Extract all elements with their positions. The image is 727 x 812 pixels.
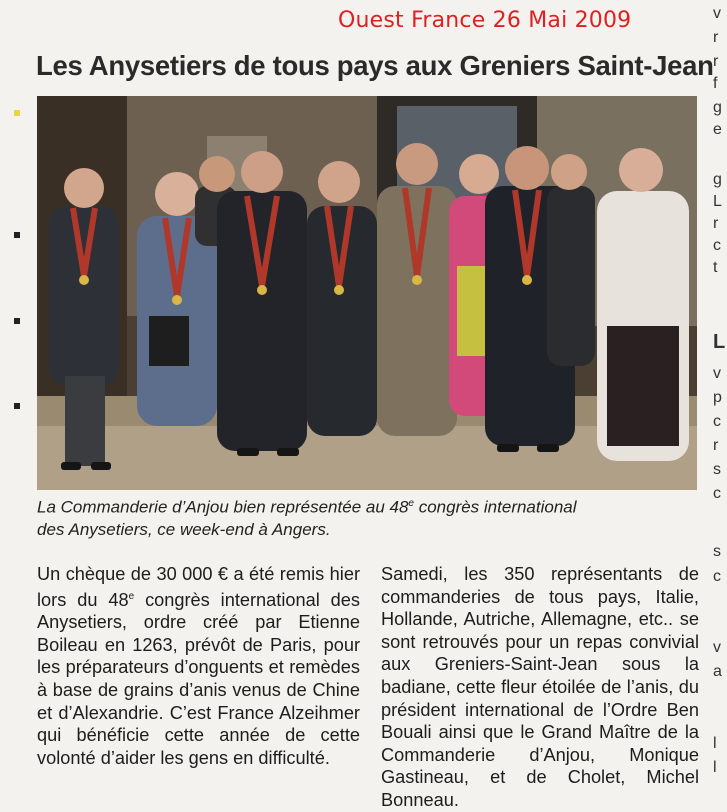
article-headline: Les Anysetiers de tous pays aux Greniers Saint-Jean — [36, 50, 714, 81]
fragment: v — [713, 639, 721, 656]
paragraph-cheque: Un chèque de 30 000 € a été remis hier lors du 48e congrès international des Anysetiers, ordre créé par Etienne Boileau en 1263, prévôt de Paris, pour les préparateurs d’onguents et remèdes à base de grains d’anis venus de Chine et d’Alexandrie. C’est France Alzeihmer qui bénéficie cette année de cette volonté d’aider les gens en difficulté. — [37, 564, 361, 768]
article-body-right — [381, 563, 699, 812]
fragment: s — [713, 543, 721, 560]
group-photo-illustration — [37, 96, 697, 490]
margin-marker — [14, 110, 20, 116]
fragment: r — [713, 29, 719, 46]
fragment: L — [713, 193, 722, 210]
fragment: a — [713, 663, 722, 680]
fragment: r — [713, 53, 719, 70]
fragment: c — [713, 568, 721, 585]
fragment: e — [713, 121, 722, 138]
fragment: r — [713, 437, 719, 454]
margin-marker — [14, 403, 20, 409]
margin-marker — [14, 232, 20, 238]
fragment: p — [713, 389, 722, 406]
fragment: v — [713, 365, 721, 382]
margin-marker — [14, 318, 20, 324]
fragment: c — [713, 485, 721, 502]
fragment: L — [713, 331, 726, 353]
adjacent-column-fragments — [703, 0, 727, 800]
fragment: t — [713, 259, 718, 276]
fragment: r — [713, 215, 719, 232]
fragment: v — [713, 5, 721, 22]
fragment: c — [713, 237, 721, 254]
group-photo — [37, 96, 697, 490]
fragment: f — [713, 75, 718, 92]
fragment: s — [713, 461, 721, 478]
source-stamp: Ouest France 26 Mai 2009 — [338, 8, 632, 33]
caption-line-1: La Commanderie d’Anjou bien représentée au 48e congrès international — [37, 497, 577, 517]
caption-line-2: des Anysetiers, ce week-end à Angers. — [37, 519, 331, 539]
fragment: l — [713, 735, 717, 752]
fragment: g — [713, 171, 722, 188]
article-body-left — [37, 563, 360, 769]
fragment: c — [713, 413, 721, 430]
fragment: l — [713, 759, 717, 776]
fragment: g — [713, 99, 722, 116]
photo-caption — [37, 493, 677, 541]
paragraph-samedi: Samedi, les 350 représentants de commanderies de tous pays, Italie, Hollande, Autriche, Allemagne, etc.. se sont retrouvés pour un repas convivial aux Greniers-Saint-Jean sous la badiane, cette fleur étoilée de l’anis, du président international de l’Ordre Ben Bouali ainsi que le Grand Maître de la Commanderie d’Anjou, Monique Gastineau, et de Cholet, Michel Bonneau. — [381, 564, 699, 810]
